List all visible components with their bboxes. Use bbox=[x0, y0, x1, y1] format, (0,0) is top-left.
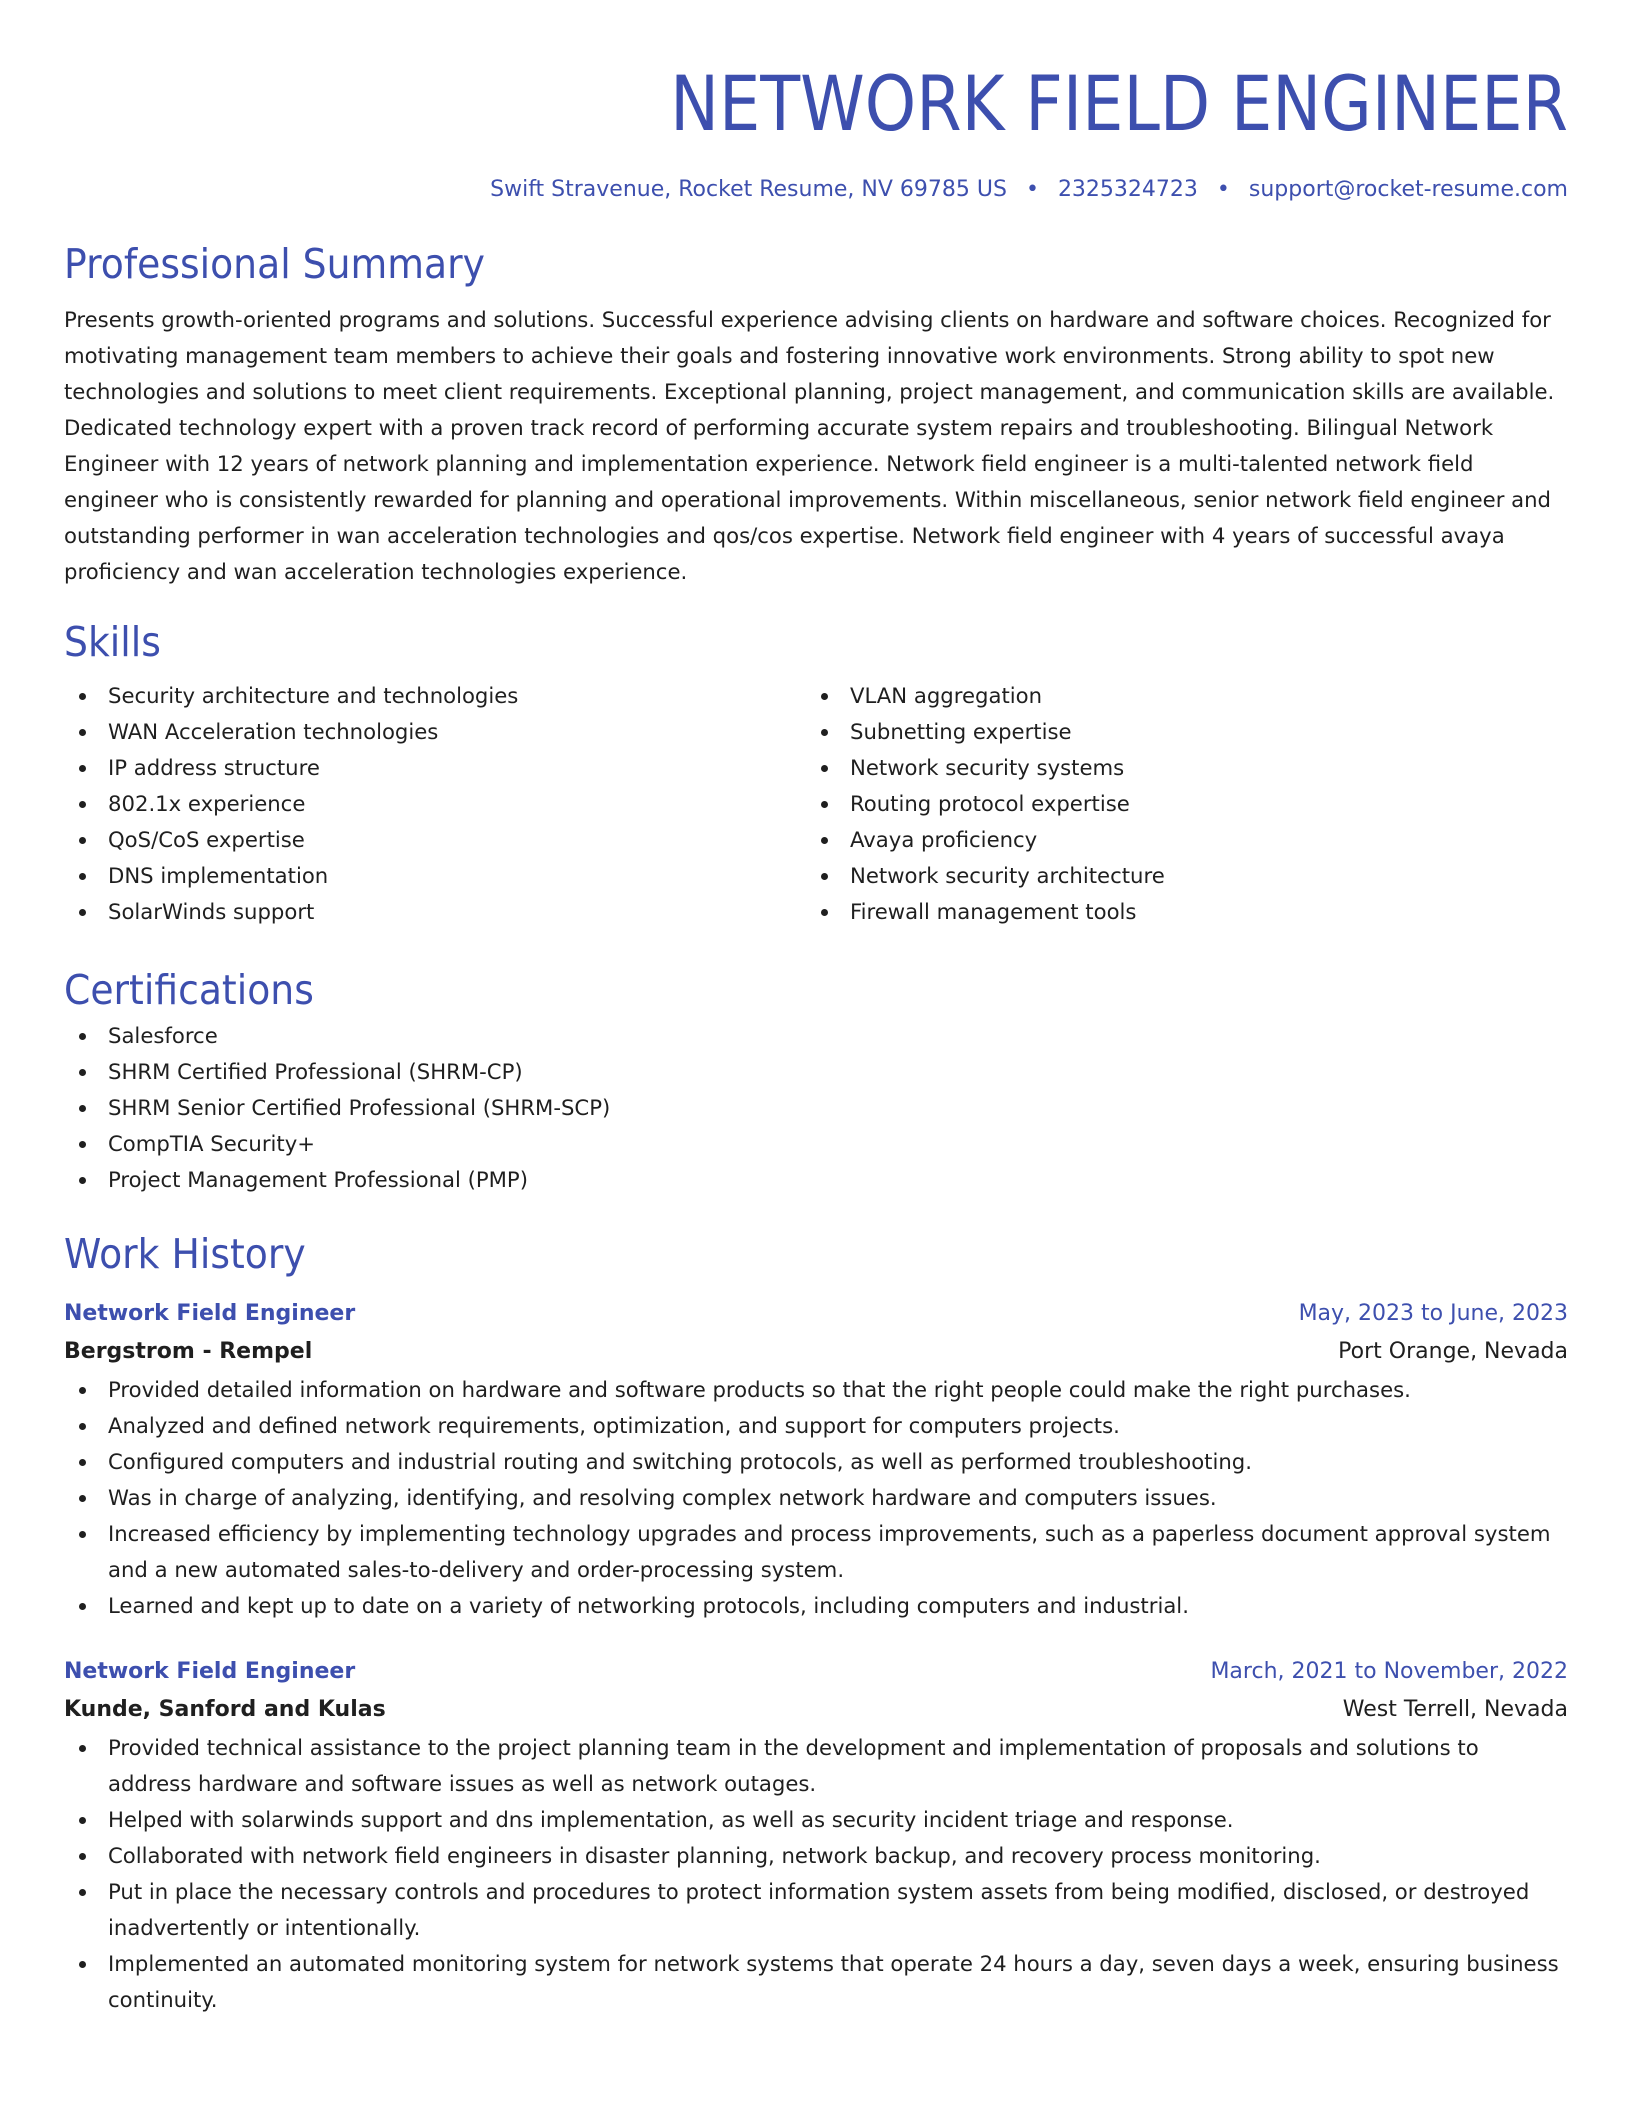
bullet-icon bbox=[79, 1387, 86, 1394]
skill-item: Security architecture and technologies bbox=[64, 678, 806, 714]
skill-item: Routing protocol expertise bbox=[806, 786, 1548, 822]
bullet-icon bbox=[79, 1177, 86, 1184]
bullet-icon bbox=[79, 1603, 86, 1610]
bullet-icon bbox=[79, 765, 86, 772]
skill-item: Firewall management tools bbox=[806, 894, 1548, 930]
job-location: Port Orange, Nevada bbox=[1338, 1339, 1568, 1364]
bullet-icon bbox=[821, 729, 828, 736]
job-header-row bbox=[64, 1654, 1568, 1690]
skill-item: VLAN aggregation bbox=[806, 678, 1548, 714]
bullet-icon bbox=[821, 693, 828, 700]
job-entry bbox=[64, 1296, 1568, 1624]
bullet-icon bbox=[79, 1141, 86, 1148]
job-bullets bbox=[64, 1730, 1568, 2018]
job-bullet: Increased efficiency by implementing technology upgrades and process improvements, such as a paperless document approval system and a new automated sales-to-delivery and order-processing system. bbox=[64, 1516, 1568, 1588]
certification-item: Project Management Professional (PMP) bbox=[64, 1162, 1568, 1198]
skill-item: SolarWinds support bbox=[64, 894, 806, 930]
resume-name: NETWORK FIELD ENGINEER bbox=[670, 59, 1568, 148]
job-company: Bergstrom - Rempel bbox=[64, 1339, 313, 1364]
skill-item: Subnetting expertise bbox=[806, 714, 1548, 750]
skill-item: QoS/CoS expertise bbox=[64, 822, 806, 858]
job-bullet: Put in place the necessary controls and procedures to protect information system assets from being modified, disclosed, or destroyed inadvertently or intentionally. bbox=[64, 1874, 1568, 1946]
bullet-icon bbox=[79, 1745, 86, 1752]
bullet-icon bbox=[79, 729, 86, 736]
bullet-icon bbox=[79, 801, 86, 808]
skill-item: DNS implementation bbox=[64, 858, 806, 894]
bullet-icon bbox=[79, 909, 86, 916]
certification-item: SHRM Certified Professional (SHRM-CP) bbox=[64, 1054, 1568, 1090]
job-bullet: Implemented an automated monitoring system for network systems that operate 24 hours a day, seven days a week, ensuring business continuity. bbox=[64, 1946, 1568, 2018]
job-bullets bbox=[64, 1372, 1568, 1624]
job-dates: March, 2021 to November, 2022 bbox=[1210, 1659, 1568, 1684]
contact-separator: • bbox=[1216, 177, 1230, 202]
bullet-icon bbox=[79, 1531, 86, 1538]
summary-text: Presents growth-oriented programs and solutions. Successful experience advising clients on hardware and software choices. Recognized for motivating management team members to achieve their goals and fostering innovative work environments. Strong ability to spot new technologies and solutions to meet client requirements. Exceptional planning, project management, and communication skills are available. Dedicated technology expert with a proven track record of performing accurate system repairs and troubleshooting. Bilingual Network Engineer with 12 years of network planning and implementation experience. Network field engineer is a multi-talented network field engineer who is consistently rewarded for planning and operational improvements. Within miscellaneous, senior network field engineer and outstanding performer in wan acceleration technologies and qos/cos expertise. Network field engineer with 4 years of successful avaya proficiency and wan acceleration technologies experience. bbox=[64, 307, 1555, 584]
bullet-icon bbox=[821, 837, 828, 844]
bullet-icon bbox=[821, 801, 828, 808]
job-entry bbox=[64, 1654, 1568, 2018]
contact-line bbox=[64, 172, 1568, 208]
bullet-icon bbox=[79, 1105, 86, 1112]
bullet-icon bbox=[79, 1961, 86, 1968]
bullet-icon bbox=[79, 1459, 86, 1466]
skills-heading: Skills bbox=[64, 618, 161, 666]
job-header-row bbox=[64, 1296, 1568, 1332]
bullet-icon bbox=[821, 873, 828, 880]
job-bullet: Configured computers and industrial routing and switching protocols, as well as performed troubleshooting. bbox=[64, 1444, 1568, 1480]
job-company-row bbox=[64, 1690, 1568, 1730]
certifications-list bbox=[64, 1018, 1568, 1198]
certifications-heading: Certifications bbox=[64, 966, 314, 1014]
certification-item: Salesforce bbox=[64, 1018, 1568, 1054]
bullet-icon bbox=[79, 1817, 86, 1824]
skill-item: Avaya proficiency bbox=[806, 822, 1548, 858]
bullet-icon bbox=[79, 1069, 86, 1076]
job-company: Kunde, Sanford and Kulas bbox=[64, 1697, 386, 1722]
certification-item: CompTIA Security+ bbox=[64, 1126, 1568, 1162]
bullet-icon bbox=[79, 837, 86, 844]
job-bullet: Collaborated with network field engineers in disaster planning, network backup, and recovery process monitoring. bbox=[64, 1838, 1568, 1874]
skill-item: Network security architecture bbox=[806, 858, 1548, 894]
bullet-icon bbox=[79, 1889, 86, 1896]
bullet-icon bbox=[79, 1423, 86, 1430]
skill-item: Network security systems bbox=[806, 750, 1548, 786]
job-bullet: Learned and kept up to date on a variety of networking protocols, including computers and industrial. bbox=[64, 1588, 1568, 1624]
certification-item: SHRM Senior Certified Professional (SHRM-SCP) bbox=[64, 1090, 1568, 1126]
work-history-heading: Work History bbox=[64, 1230, 306, 1278]
skills-column-left bbox=[64, 678, 806, 930]
job-bullet: Provided technical assistance to the project planning team in the development and implementation of proposals and solutions to address hardware and software issues as well as network outages. bbox=[64, 1730, 1568, 1802]
skill-item: IP address structure bbox=[64, 750, 806, 786]
bullet-icon bbox=[821, 909, 828, 916]
bullet-icon bbox=[79, 1495, 86, 1502]
contact-separator: • bbox=[1025, 177, 1039, 202]
bullet-icon bbox=[79, 1853, 86, 1860]
bullet-icon bbox=[79, 1033, 86, 1040]
bullet-icon bbox=[821, 765, 828, 772]
contact-phone: 2325324723 bbox=[1057, 177, 1198, 202]
summary-heading: Professional Summary bbox=[64, 240, 485, 288]
contact-address: Swift Stravenue, Rocket Resume, NV 69785 US bbox=[490, 177, 1007, 202]
skills-columns bbox=[64, 678, 1568, 930]
job-company-row bbox=[64, 1332, 1568, 1372]
skills-list-right bbox=[806, 678, 1548, 930]
skill-item: WAN Acceleration technologies bbox=[64, 714, 806, 750]
job-bullet: Provided detailed information on hardware and software products so that the right people could make the right purchases. bbox=[64, 1372, 1568, 1408]
job-bullet: Helped with solarwinds support and dns implementation, as well as security incident triage and response. bbox=[64, 1802, 1568, 1838]
bullet-icon bbox=[79, 873, 86, 880]
job-location: West Terrell, Nevada bbox=[1342, 1697, 1568, 1722]
skill-item: 802.1x experience bbox=[64, 786, 806, 822]
skills-column-right bbox=[806, 678, 1548, 930]
job-title: Network Field Engineer bbox=[64, 1301, 356, 1326]
skills-list-left bbox=[64, 678, 806, 930]
job-title: Network Field Engineer bbox=[64, 1659, 356, 1684]
resume-page bbox=[64, 0, 1568, 2018]
job-bullet: Was in charge of analyzing, identifying, and resolving complex network hardware and computers issues. bbox=[64, 1480, 1568, 1516]
job-dates: May, 2023 to June, 2023 bbox=[1298, 1301, 1568, 1326]
job-bullet: Analyzed and defined network requirements, optimization, and support for computers projects. bbox=[64, 1408, 1568, 1444]
bullet-icon bbox=[79, 693, 86, 700]
contact-email: support@rocket-resume.com bbox=[1248, 177, 1568, 202]
